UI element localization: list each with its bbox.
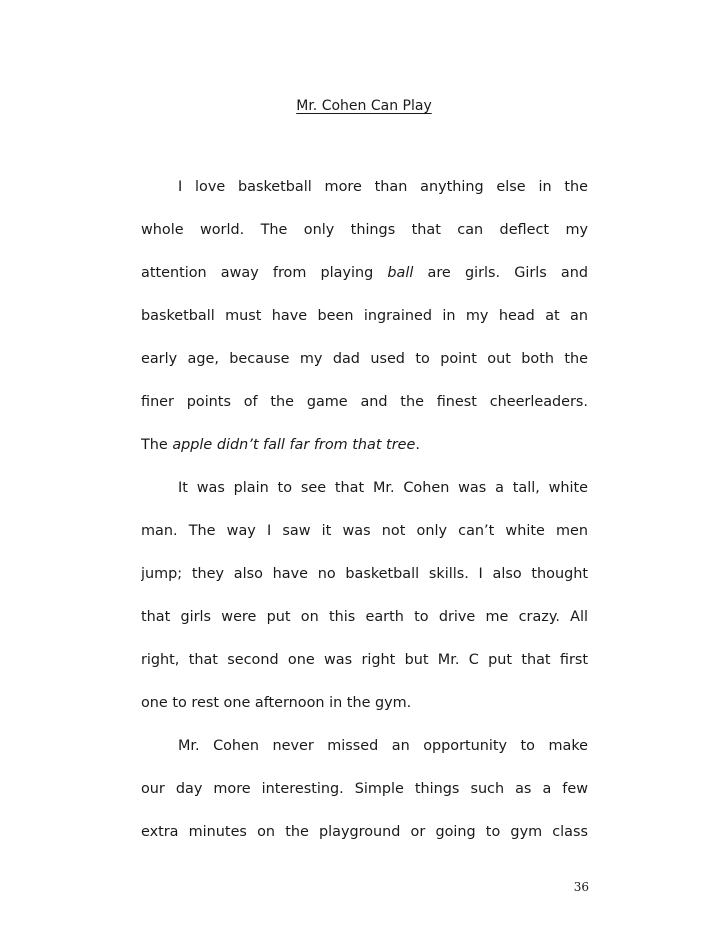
text-line: man. The way I saw it was not only can’t white men bbox=[141, 523, 588, 539]
text-line: finer points of the game and the finest cheerleaders. bbox=[141, 394, 588, 410]
page-title: Mr. Cohen Can Play bbox=[296, 98, 432, 114]
text-line: right, that second one was right but Mr. C put that first bbox=[141, 652, 588, 668]
text-line: basketball must have been ingrained in my head at an bbox=[141, 308, 588, 324]
text-line: extra minutes on the playground or going to gym class bbox=[141, 824, 588, 840]
italic-text: apple didn’t fall far from that tree bbox=[172, 437, 416, 453]
text-line: attention away from playing ball are girls. Girls and bbox=[141, 265, 588, 281]
text-line: The apple didn’t fall far from that tree. bbox=[141, 437, 420, 453]
text-line: jump; they also have no basketball skills. I also thought bbox=[141, 566, 588, 582]
text-line: It was plain to see that Mr. Cohen was a tall, white bbox=[178, 480, 588, 496]
text-line: our day more interesting. Simple things such as a few bbox=[141, 781, 588, 797]
text-line: Mr. Cohen never missed an opportunity to make bbox=[178, 738, 588, 754]
text-line: early age, because my dad used to point out both the bbox=[141, 351, 588, 367]
text-line: that girls were put on this earth to drive me crazy. All bbox=[141, 609, 588, 625]
page-number: 36 bbox=[573, 880, 589, 894]
italic-text: ball bbox=[387, 265, 414, 281]
text-line: I love basketball more than anything else in the bbox=[178, 179, 588, 195]
text-line: one to rest one afternoon in the gym. bbox=[141, 695, 412, 711]
text-line: whole world. The only things that can deflect my bbox=[141, 222, 588, 238]
